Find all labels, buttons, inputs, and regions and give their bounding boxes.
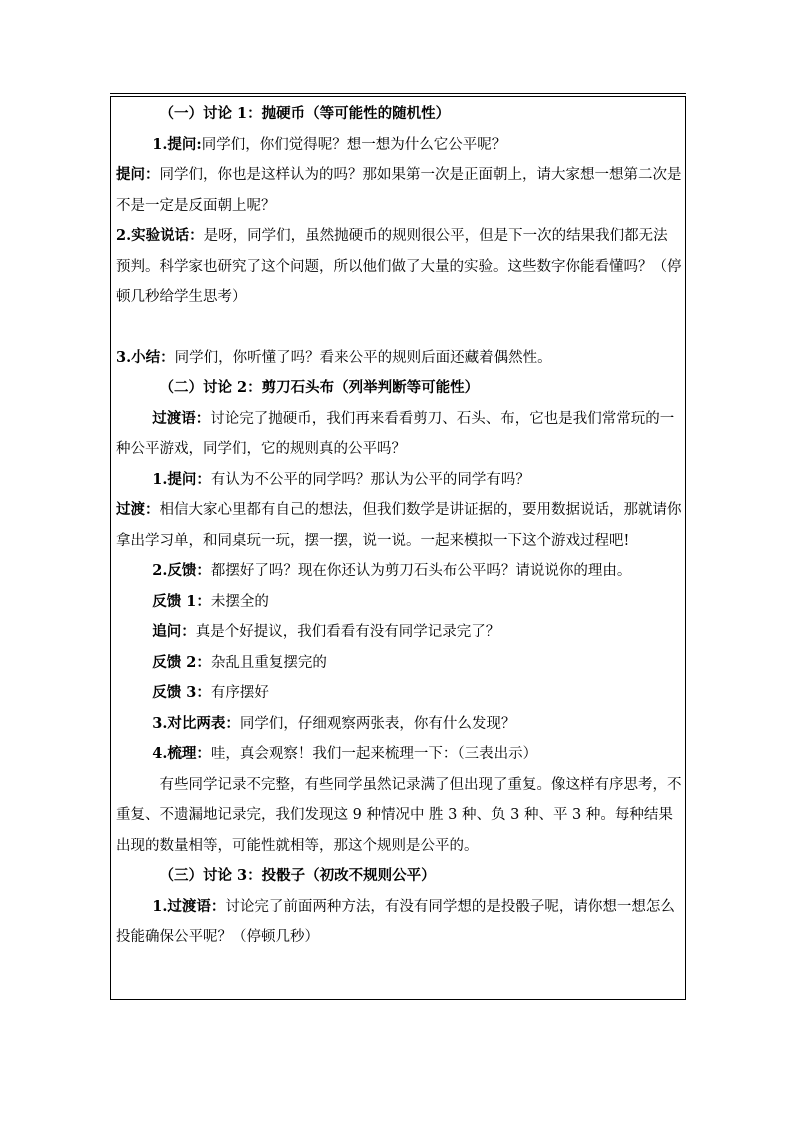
text-summary: 同学们，你听懂了吗？看来公平的规则后面还藏着偶然性。 xyxy=(174,349,552,366)
section-3-subtitle: （初改不规则公平） xyxy=(305,867,436,884)
label-feedback: 2.反馈： xyxy=(152,562,211,579)
label-follow-up: 追问： xyxy=(152,623,196,640)
label-compare: 3.对比两表： xyxy=(152,714,240,732)
paragraph-transition-2 xyxy=(116,892,682,953)
label-question-3: 1.提问： xyxy=(152,470,211,488)
section-3-heading xyxy=(116,861,682,892)
paragraph-question-3 xyxy=(116,465,682,496)
label-summary: 3.小结： xyxy=(116,348,175,366)
paragraph-question-2 xyxy=(116,160,682,221)
text-feedback-3: 有序摆好 xyxy=(210,685,269,701)
label-question-2: 提问： xyxy=(116,166,160,183)
label-feedback-1: 反馈 1： xyxy=(152,592,211,610)
label-sort: 4.梳理： xyxy=(152,745,211,762)
paragraph-compare xyxy=(116,709,682,740)
text-transition: 讨论完了抛硬币，我们再来看看剪刀、石头、布，它也是我们常常玩的一种公平游戏，同学们，它的规则真的公平吗？ xyxy=(116,410,675,457)
paragraph-question-1 xyxy=(116,130,682,161)
section-2-subtitle: （列举判断等可能性） xyxy=(334,379,480,396)
text-follow-up: 真是个好提议，我们看看有没有同学记录完了？ xyxy=(195,624,501,640)
text-question-3: 有认为不公平的同学吗？那认为公平的同学有吗？ xyxy=(210,471,530,488)
text-compare: 同学们，仔细观察两张表，你有什么发现？ xyxy=(239,715,516,732)
paragraph-pass xyxy=(116,495,682,556)
paragraph-transition xyxy=(116,404,682,465)
paragraph-experiment xyxy=(116,221,682,313)
text-question-2: 同学们，你也是这样认为的吗？那如果第一次是正面朝上，请大家想一想第二次是不是一定是反面朝上呢？ xyxy=(116,167,682,214)
text-feedback: 都摆好了吗？现在你还认为剪刀石头布公平吗？请说说你的理由。 xyxy=(210,563,632,579)
section-1-title: （一）讨论 1：抛硬币 xyxy=(159,105,306,122)
text-feedback-1: 未摆全的 xyxy=(210,593,269,610)
paragraph-feedback xyxy=(116,556,682,587)
paragraph-feedback-3 xyxy=(116,678,682,709)
paragraph-sort-detail: 有些同学记录不完整，有些同学虽然记录满了但出现了重复。像这样有序思考，不重复、不遗漏地记录完，我们发现这 9 种情况中 胜 3 种、负 3 种、平 3 种。每种结果出现的数量相等，可能性就相等，那这个规则是公平的。 xyxy=(116,776,682,854)
label-experiment: 2.实验说话： xyxy=(116,227,204,244)
label-pass: 过渡： xyxy=(116,501,160,518)
lesson-plan-cell xyxy=(116,99,682,953)
paragraph-summary xyxy=(116,343,682,374)
text-question-1: 同学们，你们觉得呢？想一想为什么它公平呢？ xyxy=(201,136,507,153)
label-feedback-3: 反馈 3： xyxy=(152,684,211,701)
paragraph-follow-up xyxy=(116,617,682,648)
label-feedback-2: 反馈 2： xyxy=(152,653,211,671)
paragraph-feedback-1 xyxy=(116,587,682,618)
text-feedback-2: 杂乱且重复摆完的 xyxy=(210,654,327,671)
paragraph-feedback-2 xyxy=(116,648,682,679)
section-2-title: （二）讨论 2：剪刀石头布 xyxy=(159,379,335,396)
text-transition-2: 讨论完了前面两种方法，有没有同学想的是投骰子呢，请你想一想怎么投能确保公平呢？（停顿几秒） xyxy=(116,898,675,945)
text-experiment: 是呀，同学们，虽然抛硬币的规则很公平，但是下一次的结果我们都无法预判。科学家也研究了这个问题，所以他们做了大量的实验。这些数字你能看懂吗？（停顿几秒给学生思考） xyxy=(116,228,682,305)
label-question-1: 1.提问: xyxy=(152,135,202,153)
paragraph-sort xyxy=(116,739,682,770)
text-pass: 相信大家心里都有自己的想法，但我们数学是讲证据的，要用数据说话，那就请你拿出学习单，和同桌玩一玩，摆一摆，说一说。一起来模拟一下这个游戏过程吧! xyxy=(116,502,682,549)
text-sort: 哇，真会观察！我们一起来梳理一下：（三表出示） xyxy=(210,746,538,762)
section-3-title: （三）讨论 3：投骰子 xyxy=(159,867,306,884)
blank-line xyxy=(116,313,682,343)
label-transition: 过渡语： xyxy=(152,409,211,427)
label-transition-2: 1.过渡语： xyxy=(152,897,226,915)
section-1-heading xyxy=(116,99,682,130)
table-top-border xyxy=(110,93,686,94)
section-1-subtitle: （等可能性的随机性） xyxy=(305,105,451,122)
section-2-heading xyxy=(116,373,682,404)
